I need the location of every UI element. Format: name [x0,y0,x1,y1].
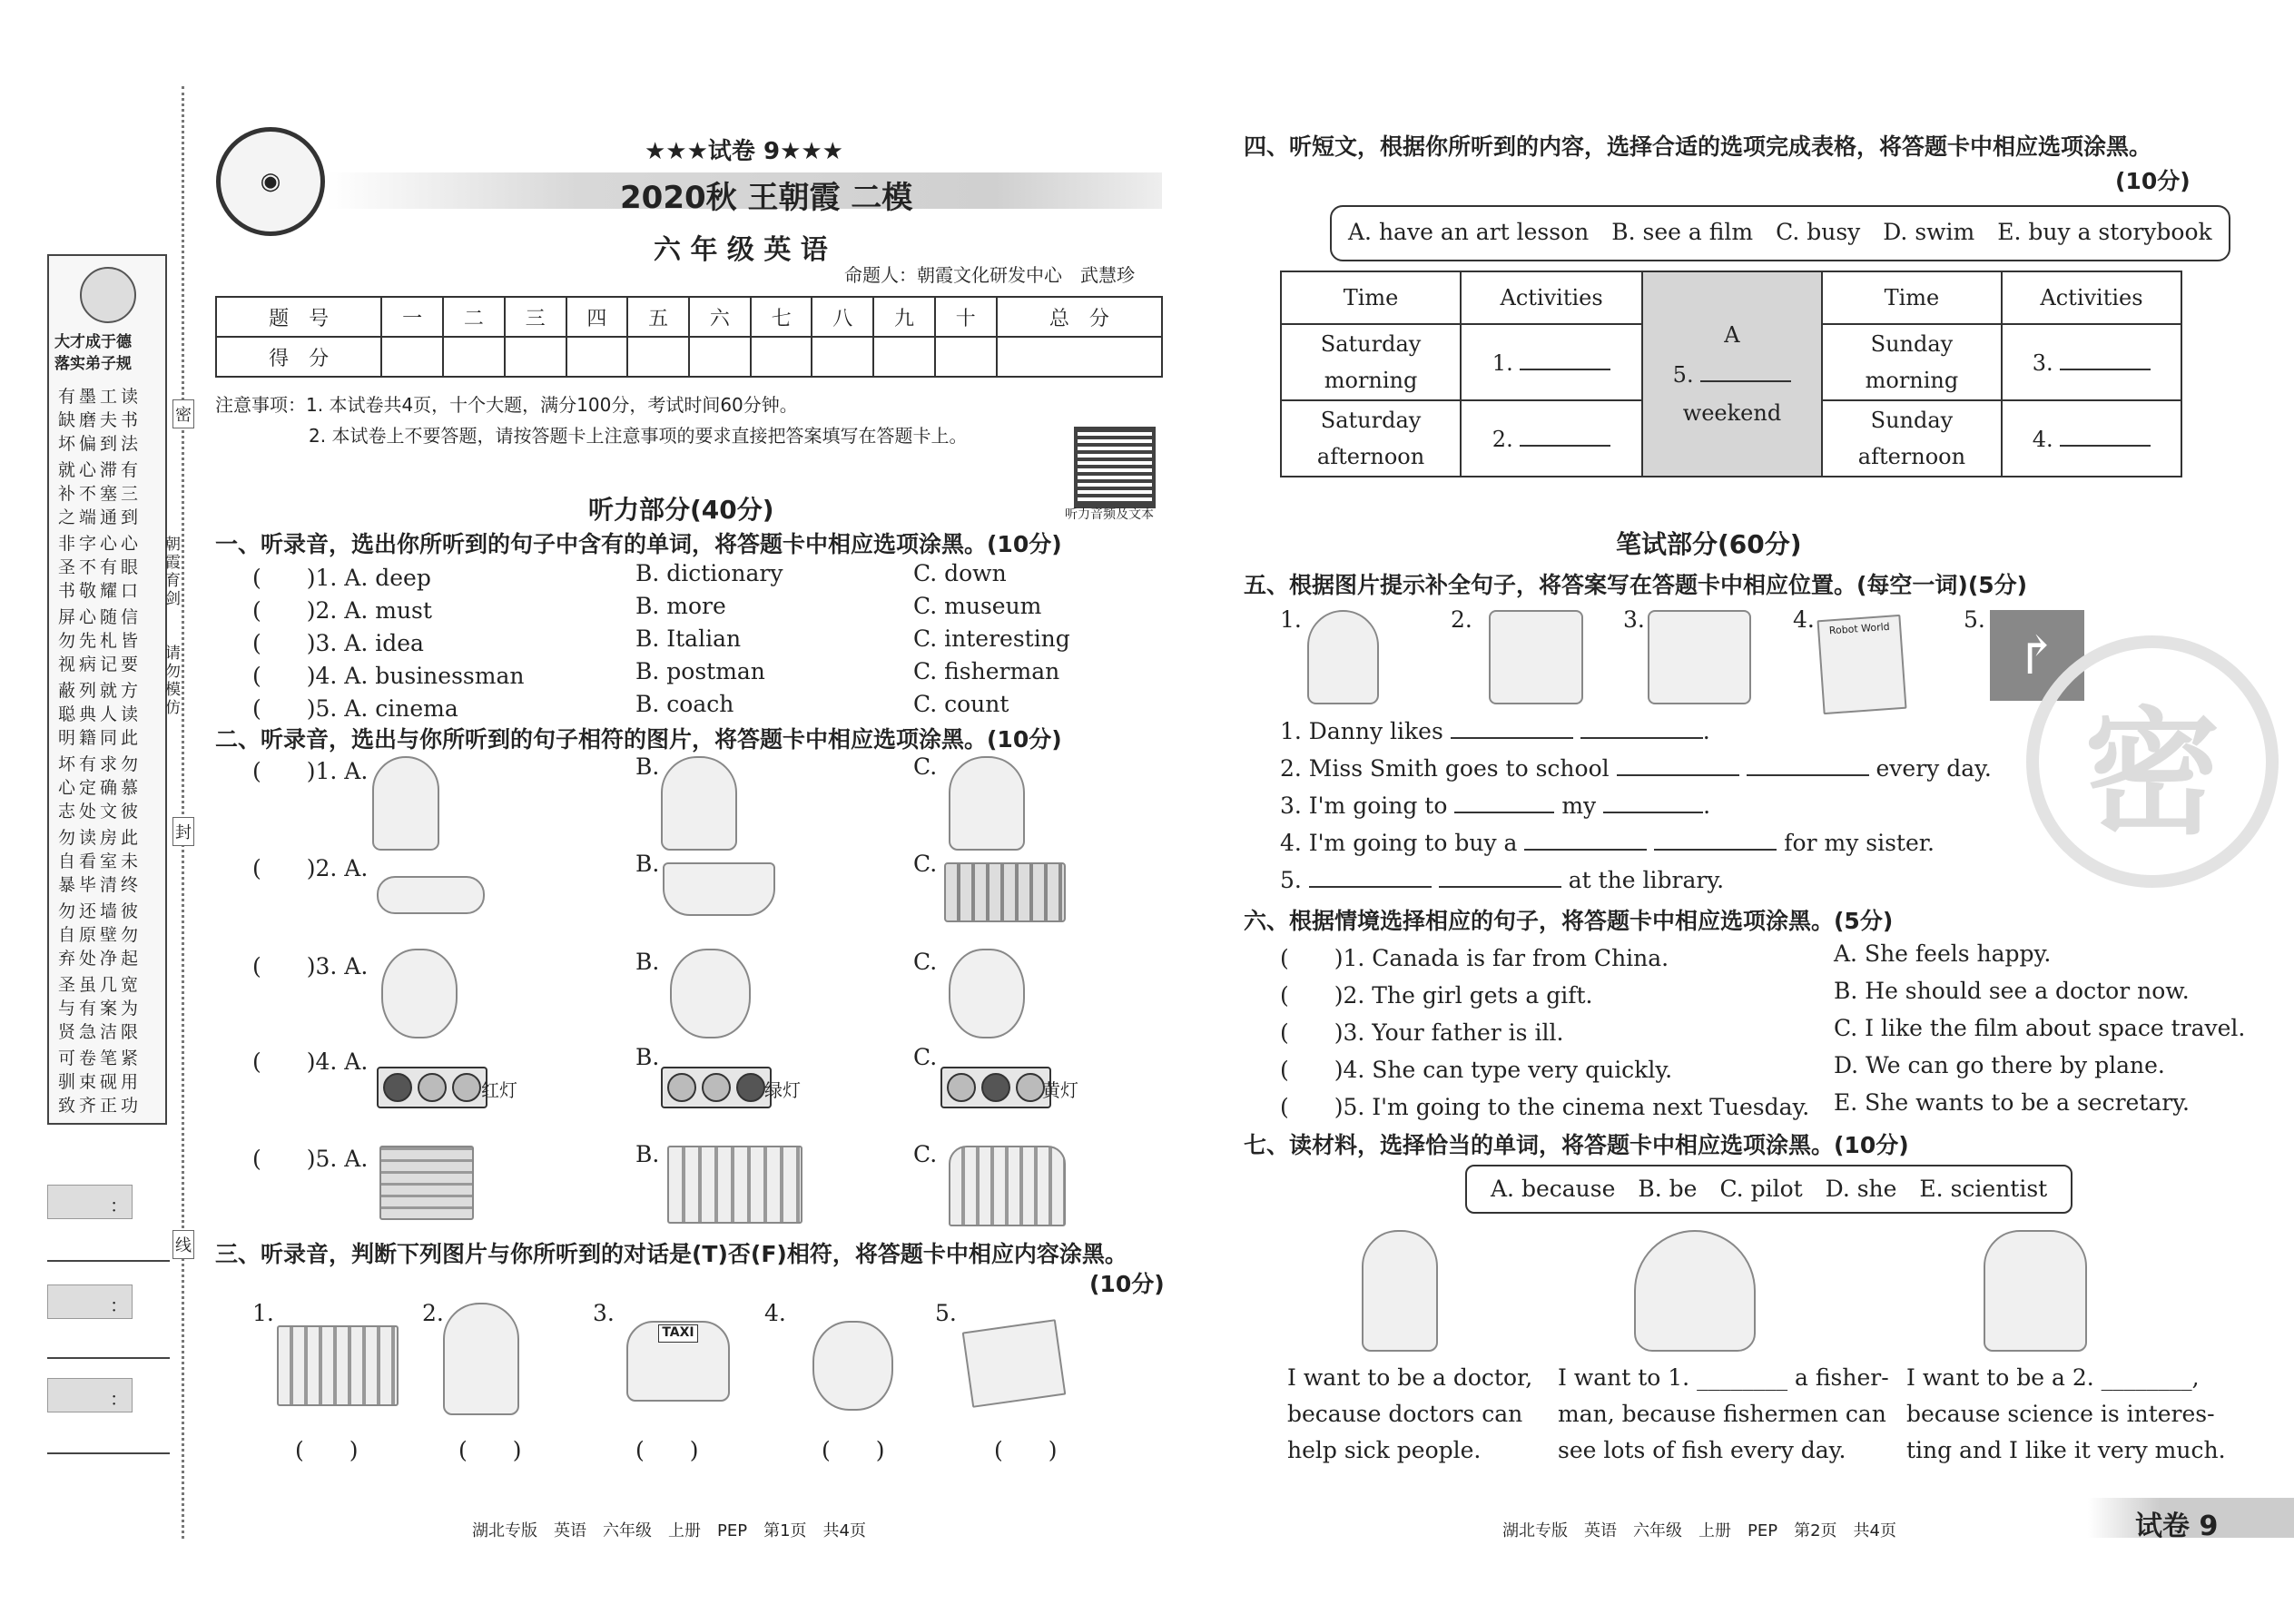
num-4: 4. [2032,427,2053,452]
p3-num-2: 2. [422,1300,444,1326]
p2-option-c[interactable]: C. [913,1141,938,1167]
sat-morning-text: Saturday morning [1320,331,1422,393]
p1-option-c[interactable]: C. interesting [913,625,1070,652]
blank-cell-1 [1461,324,1642,400]
motto-line: 暴毕清终 [58,875,143,895]
boy-face-image [381,949,458,1038]
motto-line: 弃处净起 [58,949,143,969]
p6-question[interactable]: ( )2. The girl gets a gift. [1280,982,1593,1009]
part4-title: 四、听短文，根据你所听到的内容，选择合适的选项完成表格，将答题卡中相应选项涂黑。 [1244,133,2152,160]
stamp-char: 密 [2083,695,2220,853]
motto-line: 聪典人读 [58,704,143,724]
score-header-cell: 七 [751,297,812,337]
traffic-light-green [661,1067,772,1108]
train-image [944,862,1066,922]
motto-line: 缺磨夫书 [58,410,143,430]
p3-num-3: 3. [593,1300,615,1326]
blank-3[interactable] [2060,349,2151,370]
sat-morning [1281,324,1461,400]
kungfu-boy-image [1307,610,1379,704]
weekend-blank-5 [1644,360,1820,388]
p7-col1-line2: because doctors can [1287,1401,1523,1427]
score-input-cell[interactable] [997,337,1162,377]
writing-title: 笔试部分(60分) [1616,529,1802,559]
p1-option-b[interactable]: B. more [635,593,726,619]
footer-left: 湖北专版 英语 六年级 上册 PEP 第1页 共4页 [472,1521,866,1540]
score-input-cell[interactable] [873,337,935,377]
motto-line: 非字心心 [58,534,143,554]
p1-option-c[interactable]: C. count [913,691,1009,717]
notes-line-1: 注意事项：1. 本试卷共4页，十个大题，满分100分，考试时间60分钟。 [215,394,798,416]
name-field[interactable]: ： [47,1185,133,1219]
p3-paren-1: ( ) [295,1437,359,1463]
motto-line: 贤急洁限 [58,1022,143,1042]
score-input-cell[interactable] [751,337,812,377]
author-line: 命题人：朝霞文化研发中心 武慧珍 [844,264,1135,286]
series-label: ★★★试卷 9★★★ [645,138,843,165]
brand-logo [216,127,325,236]
p3-num-5: 5. [935,1300,957,1326]
s3-text: 3. I'm going to [1280,792,1448,819]
motto-line: 可卷笔紧 [58,1048,143,1068]
mascot-caption-1: 大才成于德 [54,333,132,351]
motto-line: 之端通到 [58,507,143,527]
p2-option-c[interactable]: C. [913,949,938,975]
p5-num-1: 1. [1280,606,1302,633]
motto-line: 致齐正功 [58,1096,143,1116]
light-2 [702,1073,731,1102]
weekend-num-5: 5. [1672,362,1694,388]
p5-sentence-3 [1280,792,1710,819]
part2-title: 二、听录音，选出与你所听到的句子相符的图片，将答题卡中相应选项涂黑。(10分) [215,726,1062,753]
motto-line: 有墨工读 [58,387,143,407]
th-activities-1: Activities [1461,271,1642,324]
light-1 [383,1073,412,1102]
exam-title: 2020秋 王朝霞 二模 [620,180,913,216]
p6-answer: B. He should see a doctor now. [1834,978,2190,1004]
light-label-green: 绿灯 [764,1079,801,1101]
motto-line: 蔽列就方 [58,681,143,701]
motto-panel [47,254,167,1125]
girl-playing-pipa-image [661,756,737,851]
motto-line: 坏偏到法 [58,434,143,454]
s1-blank-2[interactable] [1580,717,1703,739]
num-2: 2. [1492,427,1513,452]
blank-4[interactable] [2060,425,2151,447]
light-3 [1016,1073,1045,1102]
girl-coughing-image [949,949,1025,1038]
p7-col3-line2: because science is interes- [1906,1401,2215,1427]
blank-2[interactable] [1520,425,1610,447]
s2-blank-2[interactable] [1747,754,1869,776]
taxi-image [626,1321,730,1402]
p2-option-b[interactable]: B. [635,851,660,877]
part5-title: 五、根据图片提示补全句子，将答案写在答题卡中相应位置。(每空一词)(5分) [1244,572,2028,598]
walking-to-school-image [1489,610,1583,704]
blank-cell-2 [1461,400,1642,477]
crying-boy-image [812,1321,893,1411]
s5-text: 5. [1280,867,1302,893]
p5-num-4: 4. [1793,606,1815,633]
score-input-cell[interactable] [935,337,997,377]
subject-title: 六 年 级 英 语 [654,234,828,266]
visiting-grandparents-image [1648,610,1751,704]
blank-cell-3 [2002,324,2181,400]
num-1: 1. [1492,350,1513,376]
p6-answer: D. We can go there by plane. [1834,1052,2165,1078]
p5-num-3: 3. [1623,606,1645,633]
p1-option-c[interactable]: C. down [913,560,1007,586]
class-field[interactable]: ： [47,1284,133,1319]
p1-question[interactable]: ( )3. A. idea [252,630,424,656]
num-3: 3. [2032,350,2053,376]
p1-question[interactable]: ( )1. A. deep [252,565,431,591]
light-3 [736,1073,765,1102]
light-1 [947,1073,976,1102]
p1-question[interactable]: ( )2. A. must [252,597,432,624]
p7-col1-line3: help sick people. [1287,1437,1482,1463]
motto-line: 自看室未 [58,851,143,871]
score-input-cell[interactable] [566,337,628,377]
taxi-sign: TAXI [658,1324,697,1343]
p6-answer: C. I like the film about space travel. [1834,1015,2246,1041]
p6-answer: E. She wants to be a secretary. [1834,1089,2191,1116]
p5-num-2: 2. [1451,606,1472,633]
score-header-row [216,297,1162,337]
mascot-avatar [80,267,136,323]
side-label-xian: 线 [172,1230,194,1259]
s2-end: every day. [1876,755,1992,782]
part7-options: A. because B. be C. pilot D. she E. scientist [1465,1165,2072,1214]
s3-mid: my [1561,792,1597,819]
s3-blank-1[interactable] [1454,792,1554,813]
p7-col2-line3: see lots of fish every day. [1558,1437,1846,1463]
p2-question[interactable]: ( )3. A. [252,953,369,979]
turn-right-sign-icon: ↱ [1990,610,2084,701]
postcard-image [962,1319,1067,1408]
side-note-2: 请勿模仿 [165,645,181,717]
listening-title: 听力部分(40分) [588,495,774,525]
motto-line: 屏心随信 [58,607,143,627]
fisherman-image [1634,1230,1756,1352]
motto-line: 补不塞三 [58,484,143,504]
score-header-cell: 九 [873,297,935,337]
traffic-light-yellow [940,1067,1051,1108]
part4-table [1280,271,2182,477]
ship-image [663,862,775,916]
sun-morning-text: Sunday morning [1865,331,1959,393]
score-header-cell: 四 [566,297,628,337]
logo-emblem: ◉ [260,168,281,195]
score-input-cell[interactable] [381,337,443,377]
part1-title: 一、听录音，选出你所听到的句子中含有的单词，将答题卡中相应选项涂黑。(10分) [215,531,1062,557]
score-header-cell: 六 [689,297,751,337]
girl-cold-image [670,949,751,1038]
score-header-cell: 五 [627,297,689,337]
book-image [1816,615,1906,714]
p6-question[interactable]: ( )1. Canada is far from China. [1280,945,1669,971]
motto-line: 与有案为 [58,999,143,1019]
s1-blank-1[interactable] [1451,717,1573,739]
score-input-cell[interactable] [689,337,751,377]
p1-question[interactable]: ( )5. A. cinema [252,695,458,722]
weekend-a: A [1724,322,1740,348]
motto-line: 勿还墙彼 [58,901,143,921]
light-2 [418,1073,447,1102]
score-input-cell[interactable] [627,337,689,377]
p1-option-b[interactable]: B. Italian [635,625,742,652]
s3-blank-2[interactable] [1603,792,1703,813]
museum-image [949,1146,1066,1226]
th-time-2: Time [1822,271,2002,324]
s5-blank-2[interactable] [1439,866,1561,888]
notes-line-2: 2. 本试卷上不要答题，请按答题卡上注意事项的要求直接把答案填写在答题卡上。 [309,425,968,447]
score-header-cell: 总 分 [997,297,1162,337]
p1-option-b[interactable]: B. postman [635,658,765,684]
p5-sentence-2 [1280,754,1992,782]
score-header-cell: 十 [935,297,997,337]
sun-afternoon [1822,400,2002,477]
motto-line: 自原壁勿 [58,925,143,945]
motto-line: 心定确慕 [58,778,143,798]
boy-playing-football-image [949,756,1025,851]
s5-blank-1[interactable] [1309,866,1432,888]
p3-paren-4: ( ) [822,1437,885,1463]
p7-col3-line1: I want to be a 2. ________, [1906,1364,2200,1391]
footer-right: 湖北专版 英语 六年级 上册 PEP 第2页 共4页 [1502,1521,1896,1540]
p7-col2-line1: I want to 1. ________ a fisher- [1558,1364,1889,1391]
p6-question[interactable]: ( )5. I'm going to the cinema next Tuesday. [1280,1094,1810,1120]
light-label-yellow: 黄灯 [1042,1079,1078,1101]
score-header-cell: 二 [443,297,505,337]
motto-line: 圣不有眼 [58,557,143,577]
part3-title: 三、听录音，判断下列图片与你所听到的对话是(T)否(F)相符，将答题卡中相应内容涂黑。 [215,1241,1127,1267]
score-value-row [216,337,1162,377]
plane-image [377,876,485,914]
part6-title: 六、根据情境选择相应的句子，将答题卡中相应选项涂黑。(5分) [1244,908,1894,934]
p5-sentence-1 [1280,717,1710,744]
score-input-cell[interactable] [443,337,505,377]
p2-option-c[interactable]: C. [913,851,938,877]
light-3 [452,1073,481,1102]
police-officer-image [443,1303,519,1415]
motto-line: 驯束砚用 [58,1072,143,1092]
factory-image [277,1325,399,1406]
score-input-cell[interactable] [812,337,873,377]
s4-end: for my sister. [1784,830,1935,856]
blank-5[interactable] [1700,360,1791,382]
qr-caption: 听力音频及文本 [1065,507,1154,522]
s4-text: 4. I'm going to buy a [1280,830,1518,856]
side-note-1: 朝霞育剑 [165,536,181,608]
p2-option-c[interactable]: C. [913,1044,938,1070]
score-table [215,296,1163,378]
hospital-image [667,1146,802,1224]
sat-afternoon [1281,400,1461,477]
s2-blank-1[interactable] [1617,754,1739,776]
p3-paren-5: ( ) [994,1437,1058,1463]
p1-option-c[interactable]: C. fisherman [913,658,1060,684]
doctor-image [1362,1230,1438,1352]
motto-line: 圣虽几宽 [58,975,143,995]
p5-sentence-4 [1280,829,1935,856]
p2-option-b[interactable]: B. [635,1141,660,1167]
traffic-light-red [377,1067,487,1108]
p5-sentence-5 [1280,866,1724,893]
light-1 [667,1073,696,1102]
table-header-row [1281,271,2181,324]
school-field[interactable]: ： [47,1378,133,1412]
motto-line: 勿读房此 [58,828,143,848]
p7-col1-line1: I want to be a doctor, [1287,1364,1533,1391]
sun-morning [1822,324,2002,400]
motto-line: 书敬耀口 [58,581,143,601]
p7-col3-line3: ting and I like it very much. [1906,1437,2226,1463]
light-label-red: 红灯 [481,1079,517,1101]
secret-stamp [2026,635,2279,888]
p6-question[interactable]: ( )3. Your father is ill. [1280,1019,1564,1046]
th-time-1: Time [1281,271,1461,324]
form-underline-2 [47,1357,170,1359]
light-2 [981,1073,1010,1102]
s2-text: 2. Miss Smith goes to school [1280,755,1610,782]
sat-afternoon-text: Saturday afternoon [1316,408,1425,469]
p3-num-4: 4. [764,1300,786,1326]
s4-blank-2[interactable] [1654,829,1777,851]
s1-text: 1. Danny likes [1280,718,1443,744]
score-header-cell: 一 [381,297,443,337]
sun-afternoon-text: Sunday afternoon [1857,408,1966,469]
p2-option-b[interactable]: B. [635,1044,660,1070]
score-label-cell: 得 分 [216,337,381,377]
score-header-cell: 题 号 [216,297,381,337]
blank-cell-4 [2002,400,2181,477]
p2-question[interactable]: ( )4. A. [252,1048,369,1075]
weekend-word: weekend [1682,400,1782,426]
p2-question[interactable]: ( )5. A. [252,1146,369,1172]
s4-blank-1[interactable] [1524,829,1647,851]
p5-num-5: 5. [1964,606,1985,633]
part3-score: (10分) [1089,1271,1165,1297]
p1-question[interactable]: ( )4. A. businessman [252,663,525,689]
side-label-mi: 密 [172,399,194,428]
p3-paren-2: ( ) [458,1437,522,1463]
weekend-cell [1642,271,1822,477]
p3-num-1: 1. [252,1300,274,1326]
motto-line: 视病记要 [58,655,143,674]
motto-line: 就心滞有 [58,460,143,480]
p2-question[interactable]: ( )2. A. [252,855,369,881]
p2-option-c[interactable]: C. [913,753,938,780]
side-label-feng: 封 [172,817,194,846]
p7-col2-line2: man, because fishermen can [1558,1401,1886,1427]
book-title: Robot World [1828,620,1891,637]
form-underline-3 [47,1452,170,1454]
building-image [379,1146,474,1220]
motto-line: 明籍同此 [58,728,143,748]
scientist-image [1984,1230,2087,1352]
blank-1[interactable] [1520,349,1610,370]
score-header-cell: 八 [812,297,873,337]
part4-score: (10分) [2115,168,2191,194]
score-input-cell[interactable] [505,337,566,377]
p1-option-b[interactable]: B. coach [635,691,734,717]
mascot-caption-2: 落实弟子规 [54,355,132,373]
p2-question[interactable]: ( )1. A. [252,758,369,784]
s3-end: . [1703,792,1711,819]
motto-line: 坏有求勿 [58,754,143,774]
s5-end: at the library. [1568,867,1725,893]
p6-question[interactable]: ( )4. She can type very quickly. [1280,1057,1673,1083]
motto-line: 志处文彼 [58,802,143,822]
form-underline-1 [47,1260,170,1262]
part4-options: A. have an art lesson B. see a film C. busy D. swim E. buy a storybook [1330,205,2230,261]
binding-dotted-line [182,86,184,1539]
p3-paren-3: ( ) [635,1437,699,1463]
p2-option-b[interactable]: B. [635,753,660,780]
p6-answer: A. She feels happy. [1834,940,2052,967]
p2-option-b[interactable]: B. [635,949,660,975]
part7-title: 七、读材料，选择恰当的单词，将答题卡中相应选项涂黑。(10分) [1244,1132,1909,1158]
corner-label: 试卷 9 [2135,1511,2219,1542]
p1-option-b[interactable]: B. dictionary [635,560,783,586]
score-header-cell: 三 [505,297,566,337]
th-activities-2: Activities [2002,271,2181,324]
qr-code[interactable] [1074,427,1156,508]
motto-line: 勿先札皆 [58,631,143,651]
boy-reading-image [372,756,439,851]
s1-end: . [1702,718,1710,744]
p1-option-c[interactable]: C. museum [913,593,1042,619]
